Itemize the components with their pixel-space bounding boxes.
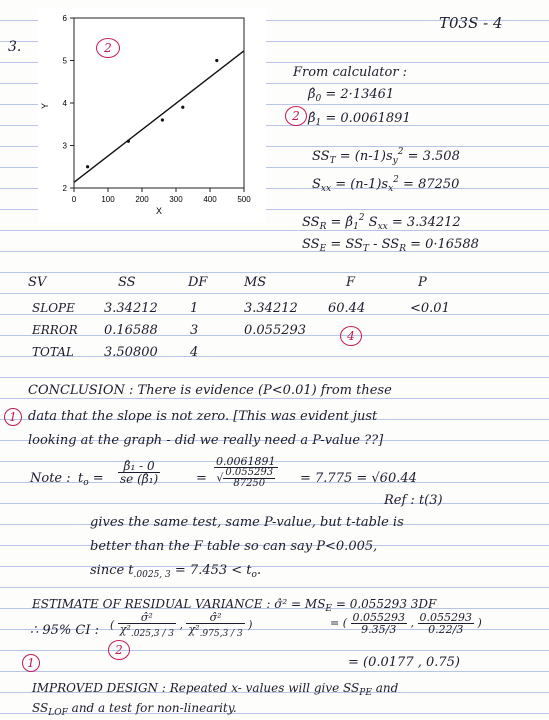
anova-row-slope-f: 60.44 [328,301,366,316]
y-tick-label: 3 [62,141,67,151]
estimate-value: = 0.055293 3DF [335,597,437,611]
anova-row-error-sv: ERROR [32,323,78,337]
sst-formula-subscript: y [392,156,398,166]
sse-line [302,238,479,254]
calc-heading: From calculator : [293,65,408,80]
anova-row-error-ss: 0.16588 [104,323,158,338]
ssr-symbol: SS [302,215,320,230]
ci-f1-numerator: σ̂² [118,612,176,624]
note-equals-1: = [196,471,207,486]
note-fraction-2 [214,456,278,489]
x-axis-ticks [72,188,251,204]
sxx-value: = 87250 [403,177,460,192]
fraction-2-inner-denominator: 87250 [233,478,266,489]
sse-subscript: E [319,244,327,254]
sse-symbol: SS [302,237,320,252]
sse-formula-subscript: T [362,244,369,254]
ci-f4-denominator: 0.22/3 [428,623,464,636]
x-tick-label: 0 [71,195,77,204]
note-line-2: gives the same test, same P-value, but t-table is [90,515,404,530]
estimate-heading: ESTIMATE OF RESIDUAL VARIANCE : σ̂² = MS [32,597,326,611]
data-point [161,118,164,121]
improved-line-2-symbol: SS [32,701,49,715]
ci-f3-denominator: 9.35/3 [361,623,397,636]
anova-row-slope-ms: 3.34212 [244,301,298,316]
ssr-line [302,214,461,232]
sst-symbol: SS [312,149,330,164]
anova-header-f: F [346,275,356,290]
anova-row-error-ms: 0.055293 [244,323,307,338]
improved-line-1 [32,682,398,698]
improved-line-2 [32,702,237,718]
anova-header-ss: SS [118,275,136,290]
note-line-4-subscript: .0025, 3 [133,570,171,580]
improved-text: IMPROVED DESIGN : Repeated x- values will give SS [32,681,360,695]
beta1-value: = 0.0061891 [325,111,411,126]
ssr-formula-term: S [368,215,378,230]
ci-f2-numerator: σ̂² [186,612,244,624]
scatter-plot-panel [38,8,266,222]
conclusion-line-1: CONCLUSION : There is evidence (P<0.01) from these [28,383,392,398]
note-fraction-1 [118,460,160,485]
conclusion-line-3: looking at the graph - did we really need a P-value ??] [28,433,384,448]
anova-header-p: P [418,275,427,290]
y-tick-label: 6 [62,14,67,23]
anova-header-df: DF [188,275,208,290]
x-axis-label: X [155,206,163,216]
conclusion-line-2: data that the slope is not zero. [This was evident just [28,409,378,424]
beta1-subscript: 1 [315,118,322,128]
fraction-2-denominator: √ $\frac{0.055293}{87250}$ [216,467,274,489]
sst-line [312,148,460,166]
scatter-plot [38,8,266,222]
ssr-subscript: R [319,222,327,232]
anova-header-sv: SV [28,275,47,290]
note-line-4-end: . [256,563,262,578]
ci-f3-numerator: 0.055293 [352,611,406,624]
data-point [127,140,130,143]
fit-line [74,51,244,183]
x-tick-label: 400 [203,195,217,204]
ci-bracket-numeric: = ( $\frac{0.055293}{9.35/3}$ , $\frac{0.055293}{0.22/3}$ ) [330,611,482,636]
note-line-3: better than the F table so can say P<0.005, [90,539,378,554]
improved-text-subscript: PE [359,688,372,698]
ci-f2-denominator: χ² [188,623,200,636]
sxx-formula-superscript: 2 [393,175,399,185]
anova-row-slope-sv: SLOPE [32,301,75,315]
improved-line-2-subscript: LOF [48,708,68,718]
problem-number: 3. [8,39,22,55]
sse-formula-term: - SS [373,237,400,252]
anova-header-ms: MS [244,275,267,290]
t0-subscript: o [83,478,89,488]
note-t0: $t_o$ = [78,471,104,488]
sst-subscript: T [329,156,336,166]
estimate-circled-mark: 1 [22,654,40,672]
ssr-formula-superscript: 2 [358,213,365,223]
y-tick-label: 2 [62,184,67,193]
plot-circled-mark: 2 [96,38,120,58]
data-point [215,59,218,62]
t0-symbol: t [78,471,84,486]
fraction-1-denominator: se (β̂₁) [120,472,159,486]
page-id: T03S - 4 [439,14,503,32]
ci-f1-denominator: χ² [119,623,131,636]
x-tick-label: 200 [135,195,149,204]
sxx-symbol: S [312,177,321,192]
note-ref: Ref : t(3) [384,493,443,508]
beta0-subscript: 0 [315,94,322,104]
beta1-line [308,112,411,128]
anova-row-slope-ss: 3.34212 [104,301,158,316]
sxx-line [312,176,459,194]
improved-line-2-text: and a test for non-linearity. [71,701,237,715]
sst-value: = 3.508 [407,149,460,164]
y-axis-label: Y [40,102,50,110]
ci-result: = (0.0177 , 0.75) [348,655,460,670]
sse-value: = 0·16588 [410,237,479,252]
x-tick-label: 100 [101,195,115,204]
data-point [181,106,184,109]
sxx-formula: = (n-1)s [335,177,389,192]
anova-row-slope-df: 1 [190,301,199,316]
anova-circled-mark: 4 [340,326,362,346]
fraction-2-inner-numerator: 0.055293 [225,467,274,478]
note-line-4-value: = 7.453 < t [174,563,252,578]
sst-formula: = (n-1)s [339,149,393,164]
x-tick-label: 500 [237,195,251,204]
y-tick-label: 5 [62,56,67,66]
conclusion-circled-mark: 1 [4,408,22,426]
anova-row-slope-p: <0.01 [410,301,450,316]
beta1-symbol: β̂ [308,111,316,126]
sse-formula: = SS [330,237,363,252]
ssr-formula-term-subscript: xx [377,222,388,232]
estimate-heading-subscript: E [325,604,332,614]
x-tick-label: 300 [169,195,183,204]
fraction-1-numerator: β̂₁ - 0 [118,460,160,473]
anova-row-total-df: 4 [190,345,199,360]
beta0-symbol: β̂ [308,87,316,102]
calc-circled-mark: 2 [285,106,307,126]
ssr-value: = 3.34212 [391,215,461,230]
sxx-subscript: xx [320,184,332,194]
sse-formula-term-subscript: R [399,244,406,254]
data-point [86,165,89,168]
ci-f1-denominator-subscript: .025,3 / 3 [130,629,174,639]
y-tick-label: 4 [62,99,67,108]
beta0-line [308,88,394,104]
sxx-formula-subscript: x [388,184,394,194]
ssr-formula-subscript: 1 [353,222,359,232]
ci-label: ∴ 95% CI : [30,623,100,638]
y-axis-ticks [63,14,74,193]
anova-row-error-df: 3 [190,323,199,338]
ci-f2-denominator-subscript: .975,3 / 3 [199,629,243,639]
sst-formula-superscript: 2 [397,147,404,157]
ci-circled-mark: 2 [108,640,130,660]
anova-row-total-ss: 3.50800 [104,345,158,360]
beta0-value: = 2·13461 [325,87,395,102]
anova-row-total-sv: TOTAL [32,345,74,359]
fraction-2-numerator: 0.0061891 [216,455,276,468]
ci-bracket-symbolic: ( $\frac{\text{σ̂²}}{\chi^2_{.025,3 / 3}}$ , $\frac{\text{σ̂²}}{\chi^2_{.975,3 / 3}}$ ) [110,611,253,639]
note-line-4-prefix: since t [90,563,134,578]
note-result: = 7.775 = √60.44 [300,471,417,486]
note-label: Note : [30,471,71,486]
note-line-4 [90,564,261,580]
plot-marks [74,51,244,183]
ssr-formula: = β̂ [330,215,354,230]
ci-f4-numerator: 0.055293 [419,611,473,624]
improved-text-end: and [375,681,399,695]
note-line-4-value-subscript: o [251,570,257,580]
